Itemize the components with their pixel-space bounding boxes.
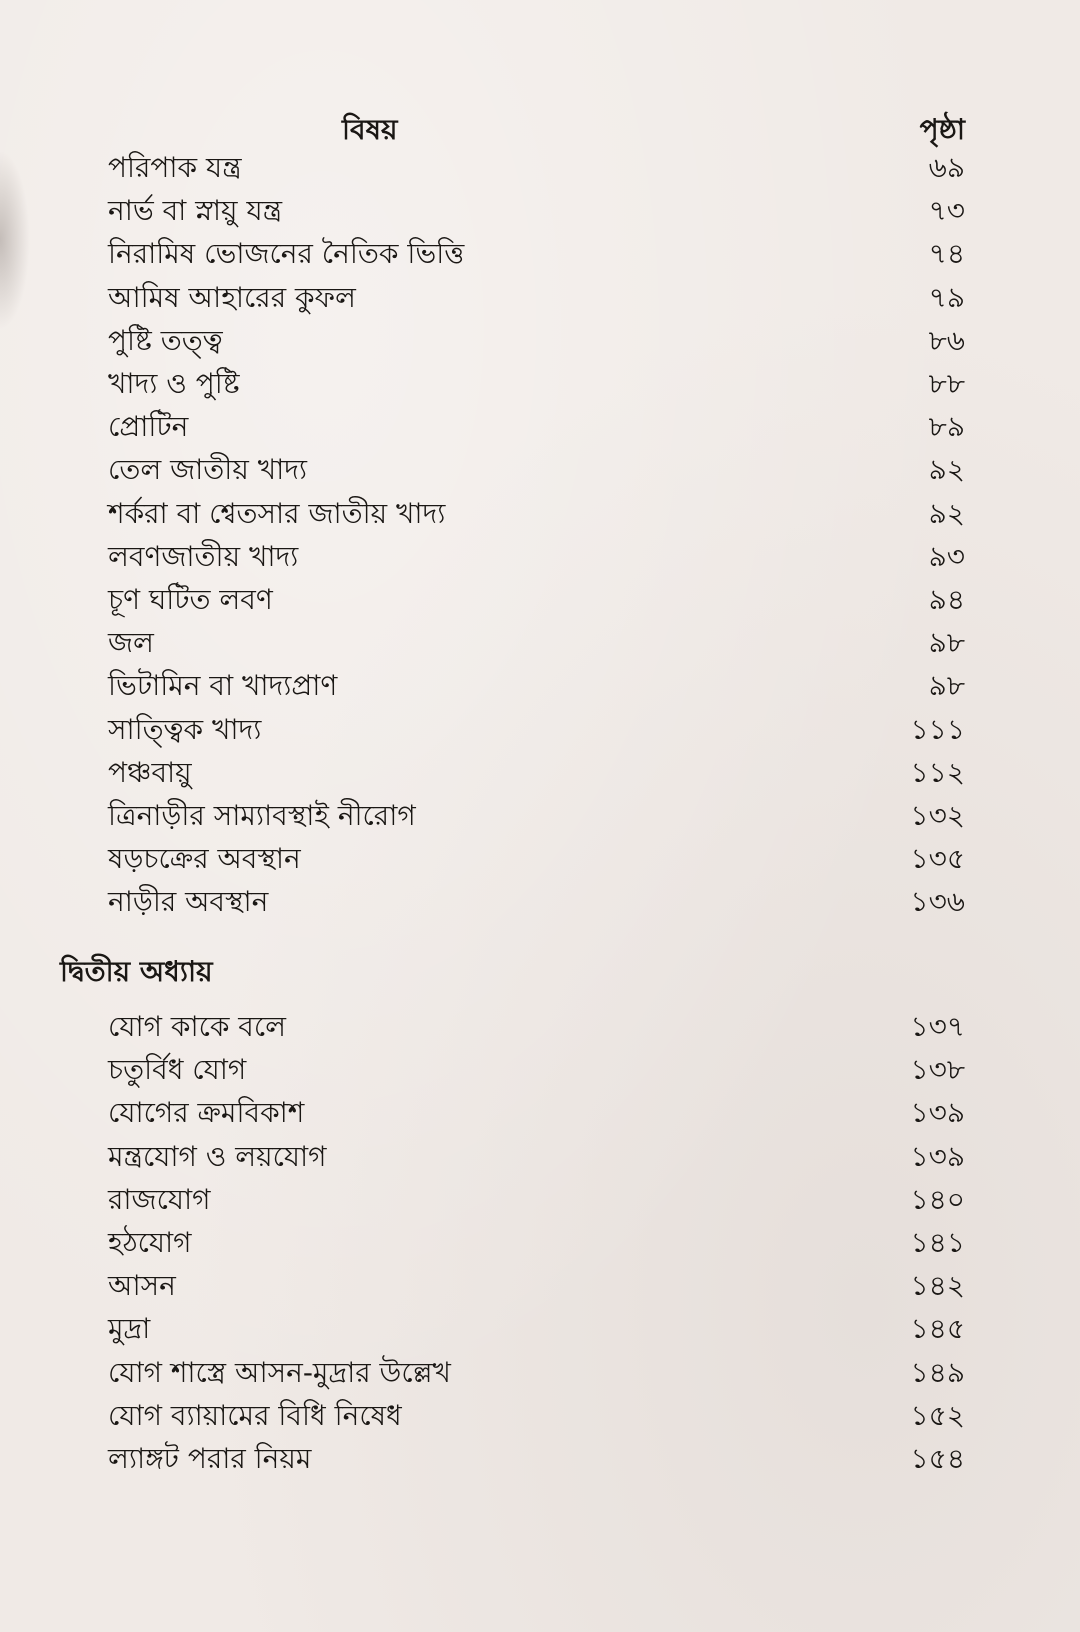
toc-entry-page-number: ১৩৯ [910, 1096, 965, 1130]
toc-entry-page-number: ১৩৯ [910, 1139, 965, 1173]
toc-entry-title: হঠযোগ [108, 1226, 192, 1259]
toc-entry-title: জল [108, 626, 154, 660]
toc-entry-page-number: ৯২ [928, 496, 965, 530]
toc-entry-page-number: ৭৪ [928, 237, 965, 271]
toc-entry-title: প্রোটিন [108, 410, 189, 444]
toc-entry-page-number: ৮৮ [928, 367, 965, 400]
toc-entry-title: রাজযোগ [108, 1182, 211, 1216]
toc-entry-page-number: ১৩২ [910, 799, 965, 832]
toc-entry-title: চতুর্বিধ যোগ [108, 1053, 247, 1087]
toc-entry [108, 407, 965, 447]
toc-entry [108, 1439, 965, 1479]
toc-entry-page-number: ৯৮ [928, 669, 965, 703]
toc-entry [108, 1093, 965, 1133]
toc-entry-title: লবণজাতীয় খাদ্য [108, 539, 299, 573]
toc-entry-page-number: ৯২ [928, 453, 965, 487]
toc-entry-title: খাদ্য ও পুষ্টি [108, 367, 240, 400]
toc-entry-title: পরিপাক যন্ত্র [108, 151, 242, 184]
toc-entry-title: যোগের ক্রমবিকাশ [108, 1096, 305, 1130]
toc-entry-page-number: ১৩৭ [910, 1010, 965, 1043]
toc-entry-title: যোগ ব্যায়ামের বিধি নিষেধ [108, 1398, 402, 1432]
toc-entry [108, 1309, 965, 1349]
toc-entry [108, 710, 965, 750]
toc-entry [108, 753, 965, 793]
toc-entry-page-number: ৭৯ [928, 280, 965, 314]
toc-entry [108, 537, 965, 577]
toc-entry [108, 191, 965, 231]
toc-entry [108, 278, 965, 318]
toc-entry [108, 148, 965, 188]
chapter-heading: দ্বিতীয় অধ্যায় [60, 955, 213, 988]
toc-entry-page-number: ১৩৮ [910, 1053, 965, 1087]
toc-entry-title: ভিটামিন বা খাদ্যপ্রাণ [108, 669, 338, 703]
toc-entry-title: যোগ শাস্ত্রে আসন-মুদ্রার উল্লেখ [108, 1355, 451, 1389]
toc-entry [108, 1137, 965, 1177]
toc-entry [108, 234, 965, 274]
toc-entry-page-number: ৬৯ [928, 151, 965, 184]
toc-entry-page-number: ৮৯ [928, 410, 965, 444]
toc-entry-page-number: ১১১ [910, 712, 965, 746]
toc-entry [108, 623, 965, 663]
toc-entry [108, 321, 965, 361]
toc-entry-title: পুষ্টি তত্ত্ব [108, 323, 223, 357]
toc-entry-page-number: ৭৩ [928, 194, 965, 228]
toc-entry [108, 1353, 965, 1393]
toc-entry-title: আসন [108, 1269, 176, 1303]
toc-entry-page-number: ১১২ [910, 755, 965, 789]
toc-entry-page-number: ১৪২ [910, 1269, 965, 1303]
toc-entry-page-number: ১৪৯ [910, 1355, 965, 1389]
toc-entry [108, 1223, 965, 1263]
toc-entry-page-number: ৯৪ [928, 583, 965, 616]
toc-entry [108, 1007, 965, 1047]
toc-entry [108, 364, 965, 404]
subject-column-label: বিষয় [342, 113, 398, 146]
toc-entry-title: শর্করা বা শ্বেতসার জাতীয় খাদ্য [108, 496, 446, 530]
toc-entry-page-number: ১৪৫ [910, 1312, 965, 1346]
toc-entry-title: মন্ত্রযোগ ও লয়যোগ [108, 1139, 327, 1173]
toc-entry-title: ত্রিনাড়ীর সাম্যাবস্থাই নীরোগ [108, 799, 416, 832]
toc-entry-title: পঞ্চবায়ু [108, 755, 192, 789]
page-stain [0, 150, 30, 330]
toc-entry [108, 1180, 965, 1220]
toc-entry-title: নার্ভ বা স্নায়ু যন্ত্র [108, 194, 283, 228]
toc-entry-page-number: ১৪০ [910, 1182, 965, 1216]
toc-entry-title: ল্যাঙ্গট পরার নিয়ম [108, 1442, 312, 1475]
toc-entry [108, 450, 965, 490]
toc-entry [108, 882, 965, 922]
toc-entry-page-number: ১৩৬ [910, 885, 965, 919]
toc-entry [108, 1396, 965, 1436]
toc-entry-page-number: ৮৬ [928, 323, 965, 357]
toc-entry-page-number: ১৫৪ [910, 1442, 965, 1475]
toc-entry [108, 666, 965, 706]
toc-entry [108, 839, 965, 879]
toc-entry-title: ষড়চক্রের অবস্থান [108, 842, 301, 876]
toc-entry-title: নাড়ীর অবস্থান [108, 885, 269, 919]
toc-entry [108, 796, 965, 836]
toc-entry-page-number: ১৫২ [910, 1398, 965, 1432]
toc-entry [108, 580, 965, 620]
toc-entry-page-number: ৯৩ [928, 539, 965, 573]
toc-entry-page-number: ৯৮ [928, 626, 965, 660]
toc-entry [108, 494, 965, 534]
toc-entry-title: সাত্ত্বিক খাদ্য [108, 712, 262, 746]
toc-entry-page-number: ১৩৫ [910, 842, 965, 876]
toc-entry-title: আমিষ আহারের কুফল [108, 280, 356, 314]
toc-entry-title: চূণ ঘটিত লবণ [108, 583, 273, 616]
toc-entry-title: যোগ কাকে বলে [108, 1010, 287, 1043]
toc-entry-title: মুদ্রা [108, 1312, 151, 1346]
toc-entry-title: নিরামিষ ভোজনের নৈতিক ভিত্তি [108, 237, 465, 271]
toc-entry-title: তেল জাতীয় খাদ্য [108, 453, 308, 487]
toc-header [0, 108, 1080, 148]
toc-entry-page-number: ১৪১ [910, 1226, 965, 1259]
page-column-label: পৃষ্ঠা [919, 113, 965, 146]
toc-entry [108, 1050, 965, 1090]
toc-entry [108, 1266, 965, 1306]
